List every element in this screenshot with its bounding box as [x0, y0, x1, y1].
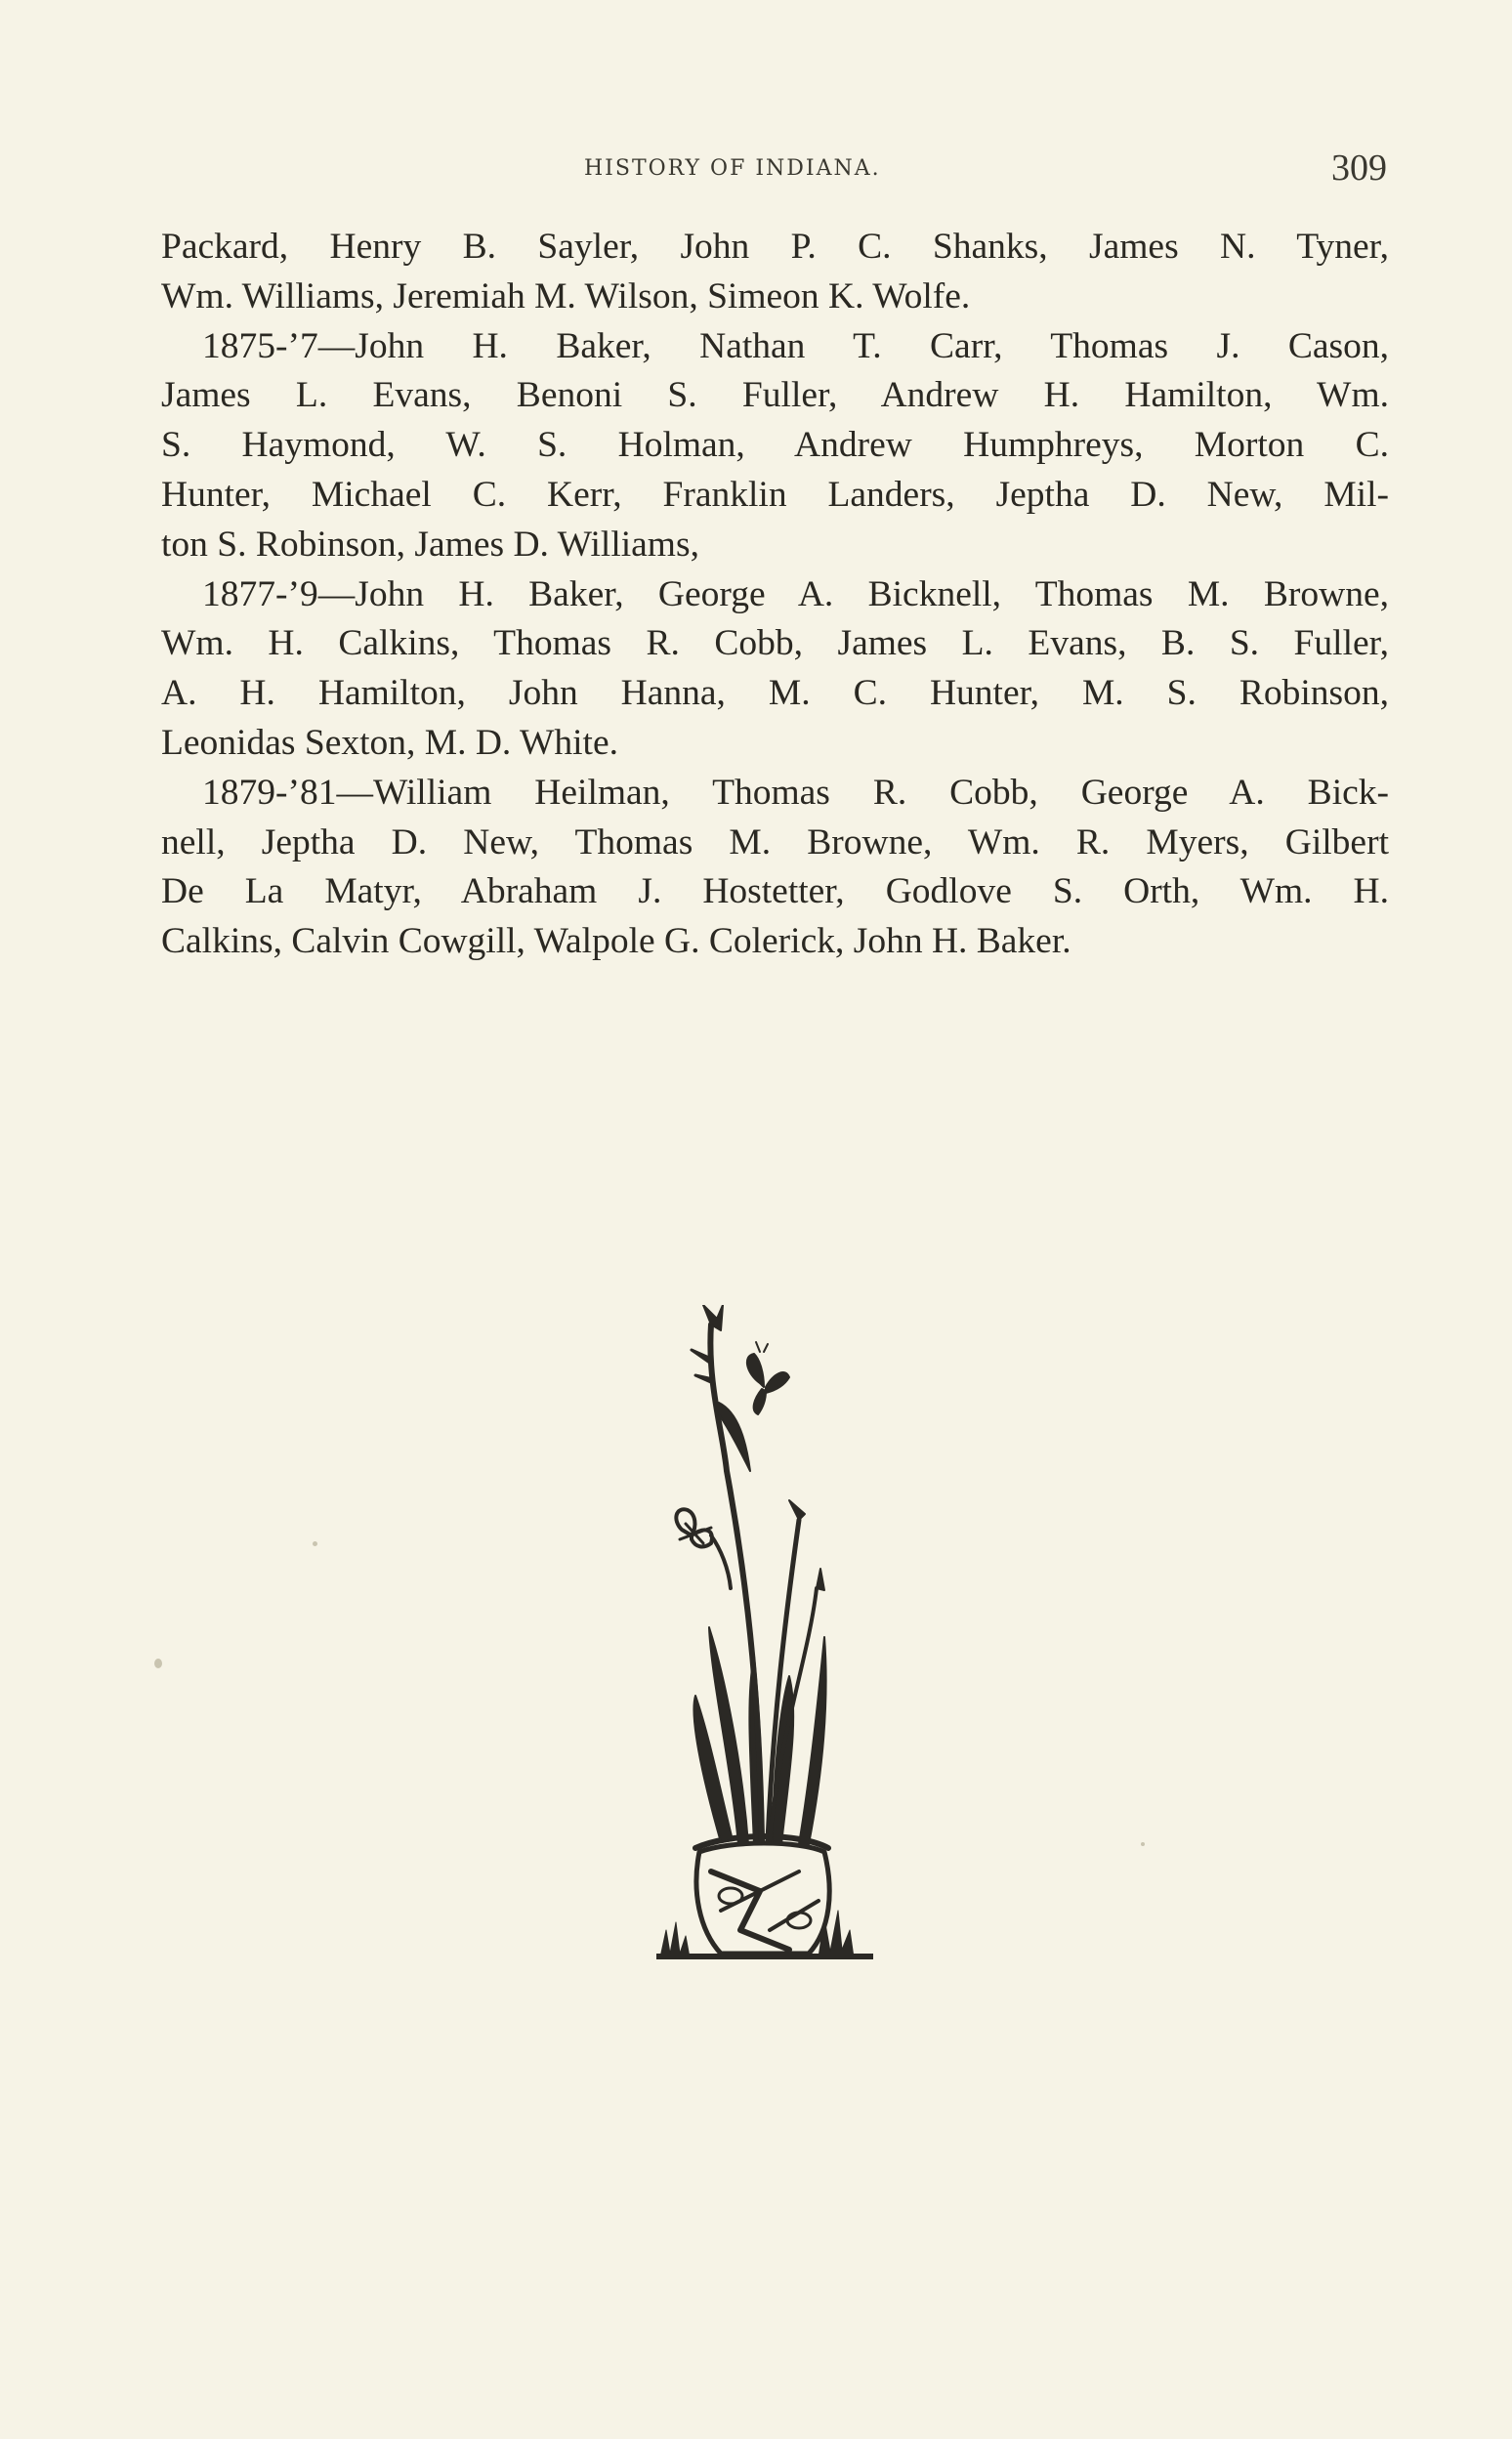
paper-speck: [313, 1541, 317, 1546]
page-number: 309: [1331, 147, 1387, 189]
paper-speck: [154, 1659, 162, 1668]
text-line: 1877-’9—John H. Baker, George A. Bicknell, Thomas M. Browne,: [202, 573, 1389, 614]
text-line: Wm. H. Calkins, Thomas R. Cobb, James L. Evans, B. S. Fuller,: [161, 623, 1389, 664]
text-line: James L. Evans, Benoni S. Fuller, Andrew H. Hamilton, Wm.: [161, 375, 1389, 416]
text-line: Wm. Williams, Jeremiah M. Wilson, Simeon K. Wolfe.: [161, 275, 971, 316]
text-line: De La Matyr, Abraham J. Hostetter, Godlove S. Orth, Wm. H.: [161, 871, 1389, 912]
paragraph: [161, 223, 1389, 322]
text-line: Hunter, Michael C. Kerr, Franklin Landers, Jeptha D. New, Mil-: [161, 474, 1389, 515]
text-line: Packard, Henry B. Sayler, John P. C. Shanks, James N. Tyner,: [161, 227, 1389, 267]
text-line: ton S. Robinson, James D. Williams,: [161, 524, 699, 565]
text-line: 1875-’7—John H. Baker, Nathan T. Carr, Thomas J. Cason,: [202, 325, 1389, 366]
text-line: 1879-’81—William Heilman, Thomas R. Cobb, George A. Bick-: [202, 772, 1389, 813]
paragraph: [161, 322, 1389, 570]
body-text: [161, 223, 1389, 967]
paragraph: [161, 570, 1389, 769]
text-line: nell, Jeptha D. New, Thomas M. Browne, Wm. R. Myers, Gilbert: [161, 821, 1389, 862]
header-title: HISTORY OF INDIANA.: [584, 156, 881, 181]
paragraph: [161, 769, 1389, 967]
text-line: A. H. Hamilton, John Hanna, M. C. Hunter, M. S. Robinson,: [161, 673, 1389, 714]
text-line: S. Haymond, W. S. Holman, Andrew Humphreys, Morton C.: [161, 425, 1389, 466]
text-line: Leonidas Sexton, M. D. White.: [161, 722, 618, 763]
text-line: Calkins, Calvin Cowgill, Walpole G. Colerick, John H. Baker.: [161, 921, 1071, 962]
flower-vase-icon: [652, 1305, 879, 1969]
paper-speck: [1141, 1842, 1145, 1846]
running-head: [0, 147, 1387, 195]
